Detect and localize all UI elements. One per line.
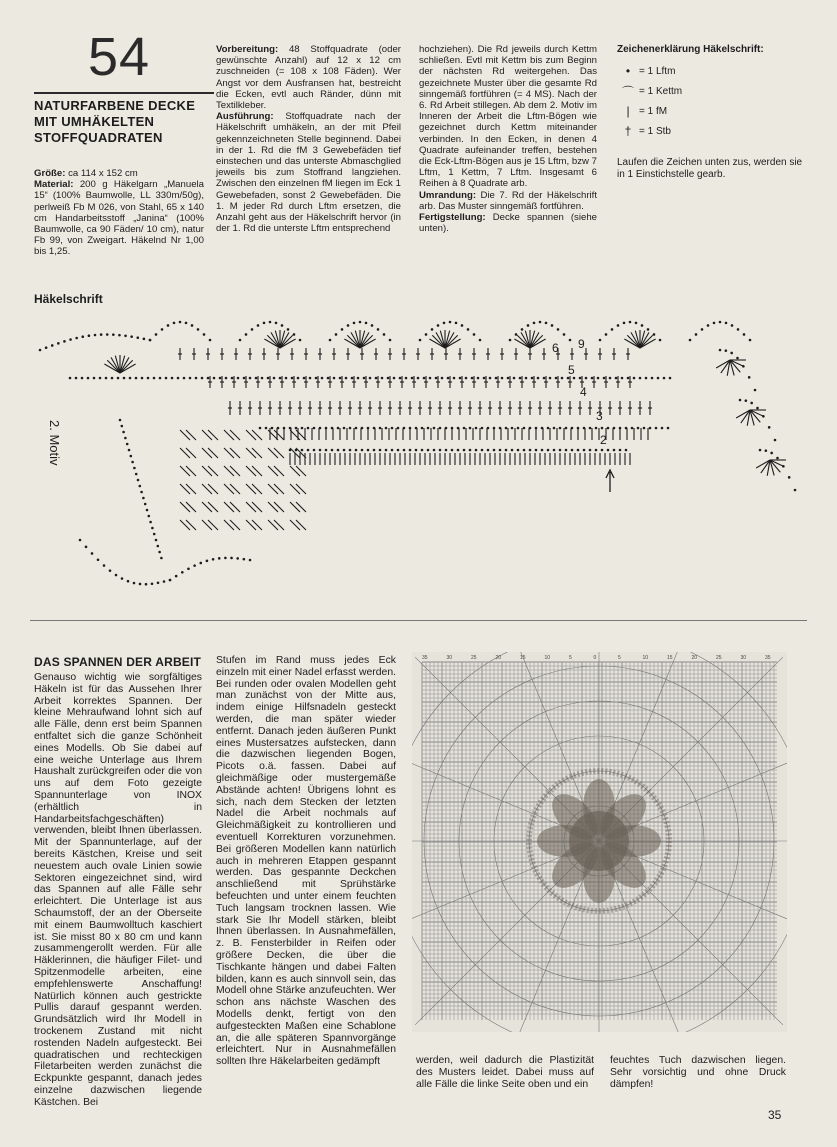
prep-label: Vorbereitung: xyxy=(216,44,279,55)
size-label: Größe: xyxy=(34,168,66,179)
legend-item xyxy=(617,101,807,121)
border-label: Umrandung: xyxy=(419,189,477,201)
instructions-col-2 xyxy=(419,44,597,234)
article-col-2: Stufen im Rand muss jedes Eck einzeln mit einer Nadel erfasst werden. Bei runden oder ovalen Modellen geht man zunächst von der Mitte aus, indem einige Hilfsnadeln gesteckt werden, die man später wieder entfernt. Danach jeden äußeren Punkt eines Mustersatzes aufstecken, dann die dazwischen liegenden Bogen, Picots o.ä. fassen. Dabei auf gleichmäßige oder mustergemäße Abstände achten! Übrigens lohnt es sich, nach dem Stecken der letzten Nadel die Arbeit nochmals auf Gleichmäßigkeit zu kontrollieren und eventuell Korrekturen vorzunehmen. Bei größeren Modellen kann natürlich auch in mehreren Etappen gespannt werden. Das gespannte Deckchen anschließend mit Sprühstärke befeuchten und unter einem feuchten Tuch langsam trocknen lassen. Wie stark Sie Ihr Modell stärken, bleibt Ihnen überlassen. In Ausnahmefällen, z. B. Fensterbilder in Reifen oder größere Decken, die über die Tischkante hängen und dabei Falten bilden, kann es auch sinnvoll sein, das Modell ohne Stärke anzufeuchten. Wer schon ans nächste Waschen des Modells denkt, fertigt von den aufgesteckten Maßen eine Schablone an, die alle späteren Spannvorgänge erleichtert. Nur in Ausnahmefällen sollten Ihre Häkelarbeiten gedämpft xyxy=(216,655,396,1068)
size-value: ca 114 x 152 cm xyxy=(65,168,138,179)
legend-item xyxy=(617,81,807,101)
round-number: 2 xyxy=(600,433,607,447)
round-number: 3 xyxy=(596,409,603,423)
exec-continued: hochziehen). Die Rd jeweils durch Kettm schließen. Evtl mit Kettm bis zum Beginn der nächsten Rd weitergehen. Das gezeichnete Muster über die gesamte Rd sinngemäß fortführen (= 4 MS). Nach der 6. Rd Arbeit stillegen. Ab dem 2. Motiv im Inneren der Arbeit die Lftm-Bögen wie gezeichnet durch Kettm miteinander verbinden. In den Ecken, in denen 4 Quadrate aufeinander treffen, bestehen die Eck-Lftm-Bögen aus je 15 Lftm, bzw 7 Lftm, 1 Kettm, 7 Lftm. Insgesamt 6 Reihen à 8 Quadrate arb. xyxy=(419,44,597,190)
article-col-4: feuchtes Tuch dazwischen liegen. Sehr vorsichtig und ohne Druck dämpfen! xyxy=(610,1055,786,1090)
grid-scale-label: 10 xyxy=(544,655,551,661)
legend xyxy=(617,44,807,181)
exec-value: Stoffquadrate nach der Häkelschrift umhäkeln, an der mit Pfeil gekennzeichneten Stelle beginnend. Dabei in der 1. Rd die fM 3 Gewebefäden tief einstechen und das unterste Abmaschglied jeweils bis zum Stoffrand langziehen. Zwischen den einzelnen fM liegen im Eck 1 Gewebefaden, sonst 2 Gewebefäden. Die 1. M jeder Rd durch Lftm ersetzen, die Anzahl geht aus der Häkelschrift hervor (in der 1. Rd die unterste Lftm entsprechend xyxy=(216,111,401,235)
grid-scale-label: 25 xyxy=(716,655,722,661)
page-number: 35 xyxy=(768,1108,782,1122)
title-line: NATURFARBENE DECKE xyxy=(34,98,196,113)
start-arrow-icon xyxy=(606,470,614,492)
legend-text: = 1 Lftm xyxy=(639,65,676,77)
legend-text: = 1 fM xyxy=(639,105,668,117)
title-line: MIT UMHÄKELTEN xyxy=(34,114,155,129)
single-crochet-symbol: | xyxy=(626,104,630,118)
grid-scale-label: 20 xyxy=(495,655,502,661)
material-label: Material: xyxy=(34,179,74,191)
grid-scale-label: 30 xyxy=(740,655,747,661)
pattern-title xyxy=(34,98,214,146)
spanning-board-photo xyxy=(412,652,787,1032)
grid-scale-label: 30 xyxy=(446,655,453,661)
exec-label: Ausführung: xyxy=(216,111,274,123)
grid-scale-label: 15 xyxy=(520,655,526,661)
instructions-col-1 xyxy=(216,44,401,234)
article-col-1: Genauso wichtig wie sorgfältiges Häkeln ist für das Aussehen Ihrer Arbeit korrektes Spannen. Der kleine Mehraufwand lohnt sich auf alle Fälle, denn erst beim Spannen entfaltet sich die ganze Schönheit eines Modells. Ob Sie dabei auf eine weiche Unterlage aus Ihrem Haushalt zurückgreifen oder die von uns auf dem Foto gezeigte Spannunterlage von INOX (erhältlich in Handarbeitsfachgeschäften) verwenden, bleibt Ihnen überlassen. Mit der Spannunterlage, auf der bereits Kästchen, Kreise und seit neuestem auch ovale Linien sowie Sektoren eingezeichnet sind, wird das Spannen auf alle Fälle sehr erleichtert. Die Unterlage ist aus Schaumstoff, der an der Oberseite mit einem Baumwolltuch kaschiert ist. Sie misst 80 x 80 cm und kann zusammengerollt werden. Für alle Häklerinnen, die häufiger Filet- und Spitzenmodelle arbeiten, eine empfehlenswerte Anschaffung! Natürlich können auch gestrickte Pullis darauf gespannt werden. Grundsätzlich wird Ihr Modell in trockenem Zustand mit nicht rostenden Nadeln aufgesteckt. Bei quadratischen und rechteckigen Filetarbeiten werden zunächst die Eckpunkte gespannt, danach jedes einzelne dazwischen liegende Kästchen. Bei xyxy=(34,672,202,1108)
specs-block xyxy=(34,168,204,258)
grid-scale-label: 35 xyxy=(765,655,771,661)
double-crochet-symbol: † xyxy=(624,124,632,138)
title-rule xyxy=(34,92,214,94)
finish-value: Decke spannen (siehe unten). xyxy=(419,212,597,235)
diagram-heading: Häkelschrift xyxy=(34,292,103,306)
grid-scale-label: 35 xyxy=(422,655,428,661)
prep-value: 48 Stoffquadrate (oder gewünschte Anzahl) auf 12 x 12 cm zuschneiden (= 108 x 108 Fäden). Wer Angst vor dem Ausfransen hat, bestreicht die Ecken, evtl auch Ränder, dünn mit Textilkleber. xyxy=(216,44,401,112)
round-number: 9 xyxy=(578,337,585,351)
slip-stitch-symbol: ⌒ xyxy=(621,84,634,99)
grid-scale-label: 15 xyxy=(667,655,673,661)
round-number: 5 xyxy=(568,363,575,377)
pattern-number: 54 xyxy=(88,27,151,87)
legend-note: Laufen die Zeichen unten zus, werden sie in 1 Einstichstelle gearb. xyxy=(617,157,803,180)
legend-text: = 1 Kettm xyxy=(639,85,683,97)
grid-scale-label: 10 xyxy=(642,655,649,661)
grid-scale-label: 0 xyxy=(593,655,597,661)
motif-label: 2. Motiv xyxy=(47,420,62,466)
material-value: 200 g Häkelgarn „Manuela 15“ (100% Baumwolle, LL 330m/50g), perlweiß Fb M 026, von Stahl, 65 x 140 cm Handarbeitsstoff „Janina“ (100% Baumwolle, ca 90 Fäden/ 10 cm), natur Fb 99, von Zweigart. Häkelnd Nr 1,00 bis 1,25. xyxy=(34,179,204,258)
legend-item xyxy=(617,121,807,141)
round-number: 4 xyxy=(580,385,587,399)
article-heading: DAS SPANNEN DER ARBEIT xyxy=(34,655,202,669)
round-number: 6 xyxy=(552,341,559,355)
legend-title: Zeichenerklärung Häkelschrift: xyxy=(617,44,764,55)
grid-scale-label: 5 xyxy=(569,655,572,661)
legend-text: = 1 Stb xyxy=(639,125,671,137)
article-col-3: werden, weil dadurch die Plastizität des Musters leidet. Dabei muss auf alle Fälle die linke Seite oben und ein xyxy=(416,1055,594,1090)
grid-scale-label: 25 xyxy=(471,655,477,661)
finish-label: Fertigstellung: xyxy=(419,212,486,224)
legend-item xyxy=(617,61,807,81)
title-line: STOFFQUADRATEN xyxy=(34,130,163,145)
section-divider xyxy=(30,620,807,621)
crochet-diagram xyxy=(30,300,800,600)
grid-scale-label: 5 xyxy=(618,655,621,661)
grid-scale-label: 20 xyxy=(691,655,698,661)
border-value: Die 7. Rd der Häkelschrift arb. Das Muster sinngemäß fortführen. xyxy=(419,189,597,212)
chain-stitch-symbol: • xyxy=(625,64,631,78)
